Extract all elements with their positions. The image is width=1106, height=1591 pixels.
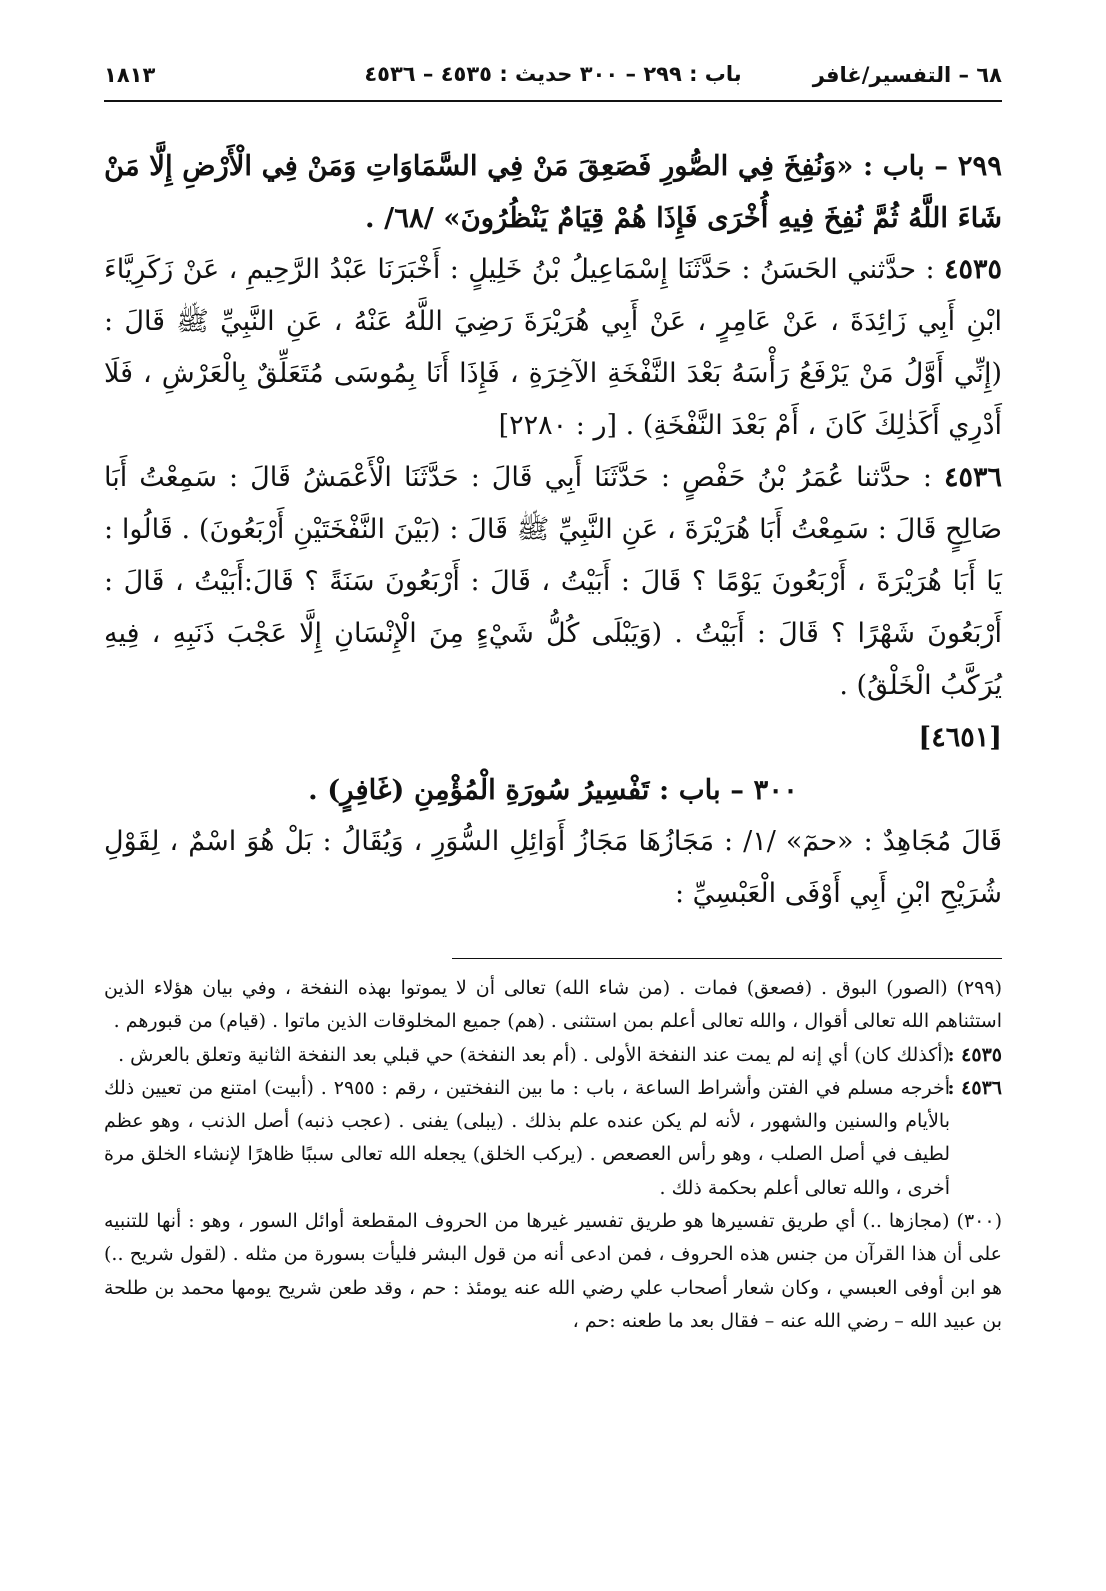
page-number: ١٨١٣ xyxy=(104,63,156,87)
footnote-label: ٤٥٣٥ : xyxy=(947,1043,1002,1066)
hadith-number: ٤٥٣٦ xyxy=(943,462,1002,493)
running-header xyxy=(104,56,1002,94)
hadith-number: ٤٥٣٥ xyxy=(943,254,1002,285)
hadith-text: : حدَّثنا عُمَرُ بْنُ حَفْصٍ : حَدَّثَنَا أَبِي قَالَ : حَدَّثَنَا الْأَعْمَشُ قَالَ : سَمِعْتُ أَبَا صَالِحٍ قَالَ : سَمِعْتُ أَبَا هُرَيْرَةَ ، عَنِ النَّبِيِّ ﷺ قَالَ : (بَيْنَ النَّفْخَتَيْنِ أَرْبَعُونَ) . قَالُوا : يَا أَبَا هُرَيْرَةَ ، أَرْبَعُونَ يَوْمًا ؟ قَالَ : أَبَيْتُ ، قَالَ : أَرْبَعُونَ سَنَةً ؟ قَالَ:أَبَيْتُ ، قَالَ : أَرْبَعُونَ شَهْرًا ؟ قَالَ : أَبَيْتُ . (وَيَبْلَى كُلُّ شَيْءٍ مِنَ الْإِنْسَانِ إِلَّا عَجْبَ ذَنَبِهِ ، فِيهِ يُرَكَّبُ الْخَلْقُ) . xyxy=(104,462,1002,701)
footnote-text: (٢٩٩) (الصور) البوق . (فصعق) فمات . (من شاء الله) تعالى أن لا يموتوا بهذه النفخة ، وفي بيان هؤلاء الذين استثناهم الله تعالى أقوال ، والله تعالى أعلم بمن استثنى . (هم) جميع المخلوقات الذين ماتوا . (قيام) من قبورهم . xyxy=(104,977,1002,1033)
section-range: باب : ٢٩٩ – ٣٠٠ حديث : ٤٥٣٥ – ٤٥٣٦ xyxy=(364,62,742,86)
footnotes xyxy=(104,972,1002,1338)
chapter-300-heading: ٣٠٠ – باب : تَفْسِيرُ سُورَةِ الْمُؤْمِنِ (غَافِرٍ) . xyxy=(308,774,798,806)
footnote-text: (٣٠٠) (مجازها ..) أي طريق تفسيرها هو طريق تفسير غيرها من الحروف المقطعة أوائل السور ، وهو : أنها للتنبيه على أن هذا القرآن من جنس هذه الحروف ، فمن ادعى أنه من قول البشر فليأت بسورة من مثله . (لقول شريح ..) هو ابن أوفى العبسي ، وكان شعار أصحاب علي رضي الله عنه يومئذ : حم ، وقد طعن شريح يومها محمد بن طلحة بن عبيد الله – رضي الله عنه – فقال بعد ما طعنه :حم ، xyxy=(104,1210,1002,1332)
chapter-300-text: قَالَ مُجَاهِدٌ : «حمٓ» /١/ : مَجَازُهَا مَجَازُ أَوَائِلِ السُّوَرِ ، وَيُقَالُ : بَلْ هُوَ اسْمٌ ، لِقَوْلِ شُرَيْحِ ابْنِ أَبِي أَوْفَى الْعَبْسِيِّ : xyxy=(104,826,1002,909)
hadith-4536 xyxy=(104,452,1002,712)
book-title: ٦٨ – التفسير/غافر xyxy=(812,63,1002,87)
header-rule xyxy=(104,100,1002,102)
footnote-label: ٤٥٣٦ : xyxy=(947,1076,1002,1099)
main-text xyxy=(104,140,1002,920)
footnote-text: أخرجه مسلم في الفتن وأشراط الساعة ، باب : ما بين النفختين ، رقم : ٢٩٥٥ . (أبيت) امتنع من تعيين ذلك بالأيام والسنين والشهور ، لأنه لم يكن عنده علم بذلك . (يبلى) يفنى . (عجب ذنبه) أصل الذنب ، وهو عظم لطيف في أصل الصلب ، وهو رأس العصعص . (يركب الخلق) يجعله الله تعالى سببًا ظاهرًا لإنشاء الخلق مرة أخرى ، والله تعالى أعلم بحكمة ذلك . xyxy=(104,1076,950,1199)
footnote xyxy=(104,972,1002,1039)
cross-reference: [٤٦٥١] xyxy=(918,722,1002,753)
footnote xyxy=(104,1039,1002,1072)
hadith-text: : حدَّثني الحَسَنُ : حَدَّثَنَا إِسْمَاعِيلُ بْنُ خَلِيلٍ : أَخْبَرَنَا عَبْدُ الرَّحِيمِ ، عَنْ زَكَرِيَّاءَ ابْنِ أَبِي زَائِدَةَ ، عَنْ عَامِرٍ ، عَنْ أَبِي هُرَيْرَةَ رَضِيَ اللَّهُ عَنْهُ ، عَنِ النَّبِيِّ ﷺ قَالَ : (إِنِّي أَوَّلُ مَنْ يَرْفَعُ رَأْسَهُ بَعْدَ النَّفْخَةِ الآخِرَةِ ، فَإِذَا أَنَا بِمُوسَى مُتَعَلِّقٌ بِالْعَرْشِ ، فَلَا أَدْرِي أَكَذٰلِكَ كَانَ ، أَمْ بَعْدَ النَّفْخَةِ) . [ر : ٢٢٨٠] xyxy=(104,254,1002,441)
footnote-text: (أكذلك كان) أي إنه لم يمت عند النفخة الأولى . (أم بعد النفخة) حي قبلي بعد النفخة الثانية وتعلق بالعرش . xyxy=(118,1043,950,1066)
chapter-299-heading: ٢٩٩ – باب : «وَنُفِخَ فِي الصُّورِ فَصَعِقَ مَنْ فِي السَّمَاوَاتِ وَمَنْ فِي الْأَرْضِ إِلَّا مَنْ شَاءَ اللَّهُ ثُمَّ نُفِخَ فِيهِ أُخْرَى فَإِذَا هُمْ قِيَامٌ يَنْظُرُونَ» /٦٨/ . xyxy=(104,150,1002,234)
footnote-rule xyxy=(452,958,1002,959)
hadith-4535 xyxy=(104,244,1002,452)
footnote xyxy=(104,1205,1002,1338)
footnote xyxy=(104,1072,1002,1205)
